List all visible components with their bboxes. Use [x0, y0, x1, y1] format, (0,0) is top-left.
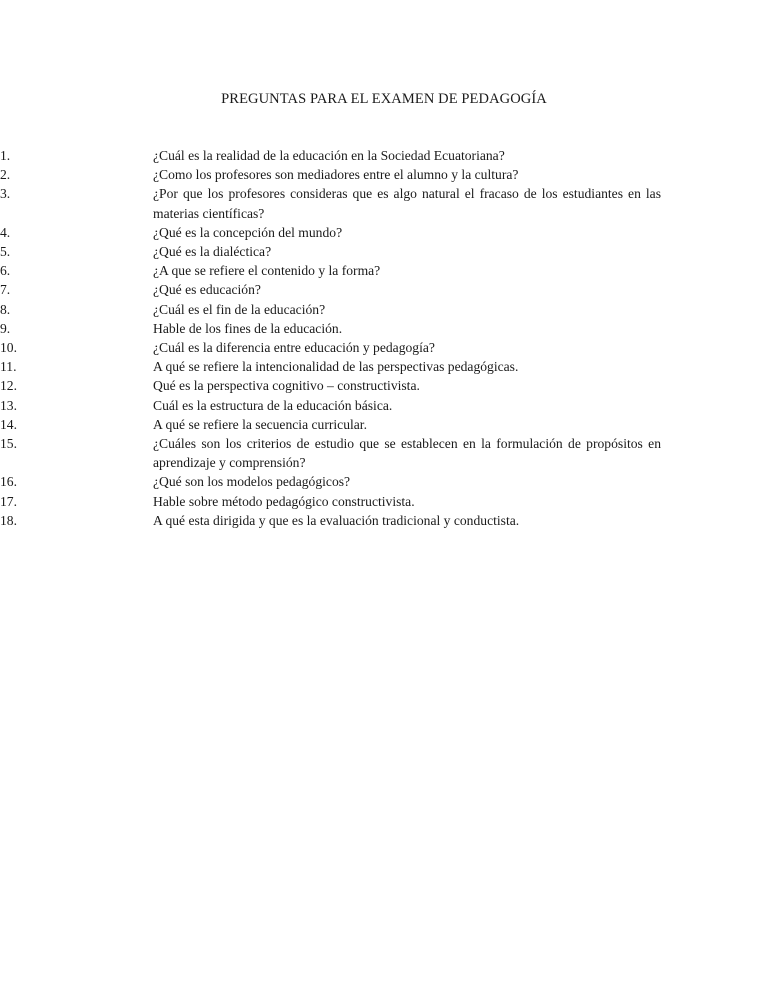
list-item — [0, 396, 661, 415]
question-text: Hable de los fines de la educación. — [153, 320, 343, 336]
question-text: ¿Cuál es el fin de la educación? — [153, 301, 326, 317]
list-item — [0, 415, 661, 434]
list-item — [0, 300, 661, 319]
question-text: ¿Como los profesores son mediadores entre el alumno y la cultura? — [153, 167, 519, 183]
list-item — [0, 242, 661, 261]
question-text: ¿Por que los profesores consideras que es algo natural el fracaso de los estudiantes en las materias científicas? — [153, 186, 661, 221]
question-number: 10. — [0, 340, 17, 356]
question-text: A qué se refiere la intencionalidad de las perspectivas pedagógicas. — [153, 359, 519, 375]
question-text: ¿Cuál es la diferencia entre educación y pedagogía? — [153, 340, 435, 356]
question-number: 12. — [0, 378, 17, 394]
list-item — [0, 280, 661, 299]
list-item — [0, 184, 661, 222]
question-number: 9. — [0, 320, 11, 336]
list-item — [0, 472, 661, 491]
question-text: ¿A que se refiere el contenido y la forma? — [153, 263, 381, 279]
question-number: 4. — [0, 224, 11, 240]
question-number: 7. — [0, 282, 11, 298]
question-number: 6. — [0, 263, 11, 279]
question-number: 1. — [0, 148, 11, 163]
question-text: ¿Qué es educación? — [153, 282, 261, 298]
list-item — [0, 492, 661, 511]
page-title: PREGUNTAS PARA EL EXAMEN DE PEDAGOGÍA — [221, 91, 547, 107]
question-text: ¿Qué es la concepción del mundo? — [153, 224, 343, 240]
question-number: 14. — [0, 416, 17, 432]
question-number: 15. — [0, 436, 17, 452]
list-item — [0, 338, 661, 357]
question-number: 5. — [0, 244, 11, 260]
question-number: 17. — [0, 493, 17, 509]
list-item — [0, 434, 661, 472]
question-number: 18. — [0, 512, 17, 528]
question-number: 11. — [0, 359, 17, 375]
question-number: 3. — [0, 186, 11, 202]
question-text: ¿Qué son los modelos pedagógicos? — [153, 474, 351, 490]
question-text: Hable sobre método pedagógico constructivista. — [153, 493, 415, 509]
list-item — [0, 261, 661, 280]
list-item — [0, 223, 661, 242]
question-number: 16. — [0, 474, 17, 490]
question-text: Qué es la perspectiva cognitivo – constructivista. — [153, 378, 420, 394]
list-item — [0, 146, 661, 165]
question-text: A qué se refiere la secuencia curricular. — [153, 416, 367, 432]
list-item — [0, 357, 661, 376]
question-text: ¿Qué es la dialéctica? — [153, 244, 272, 260]
list-item — [0, 319, 661, 338]
list-item — [0, 511, 661, 530]
question-number: 2. — [0, 167, 11, 183]
question-text: ¿Cuál es la realidad de la educación en la Sociedad Ecuatoriana? — [153, 148, 505, 163]
list-item — [0, 165, 661, 184]
list-item — [0, 376, 661, 395]
question-text: Cuál es la estructura de la educación básica. — [153, 397, 393, 413]
question-text: ¿Cuáles son los criterios de estudio que se establecen en la formulación de propósitos en aprendizaje y comprensión? — [153, 436, 661, 471]
question-list — [0, 146, 768, 530]
question-number: 13. — [0, 397, 17, 413]
question-number: 8. — [0, 301, 11, 317]
question-text: A qué esta dirigida y que es la evaluación tradicional y conductista. — [153, 512, 520, 528]
